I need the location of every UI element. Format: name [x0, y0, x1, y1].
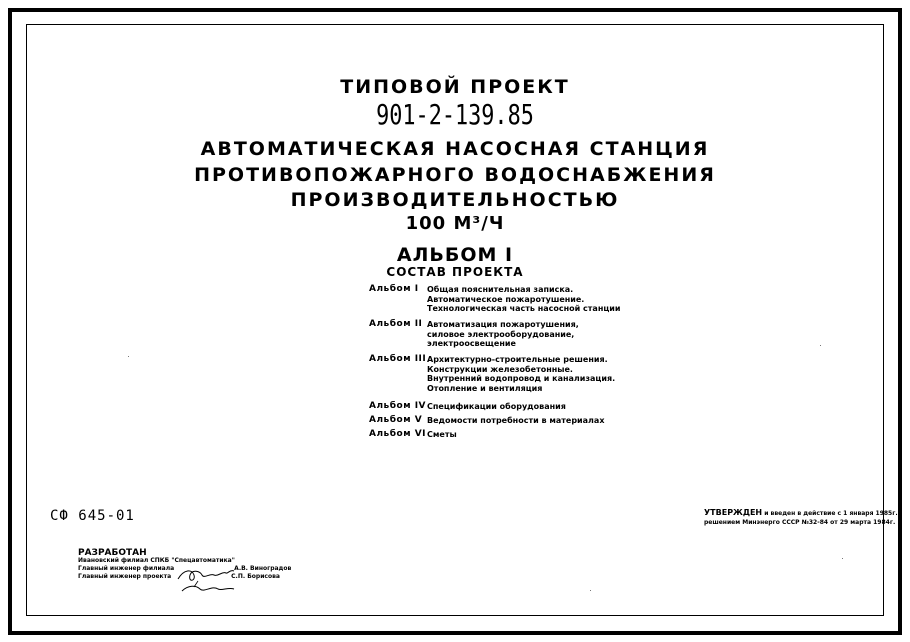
role-1: Главный инженер филиала	[78, 565, 175, 572]
album-label: Альбом III	[369, 354, 427, 364]
developer-org: Ивановский филиал СПКБ "Спецавтоматика"	[78, 557, 235, 564]
album-line: Автоматизация пожаротушения,	[427, 320, 579, 329]
album-label: Альбом V	[369, 415, 423, 425]
album-line: Общая пояснительная записка.	[427, 285, 574, 294]
album-line: Ведомости потребности в материалах	[427, 416, 605, 425]
title-line-1: ТИПОВОЙ ПРОЕКТ	[340, 76, 570, 98]
developer-heading: РАЗРАБОТАН	[78, 548, 147, 558]
album-line: Спецификации оборудования	[427, 402, 566, 411]
name-1: А.В. Виноградов	[234, 565, 292, 572]
album-line: Внутренний водопровод и канализация.	[427, 374, 616, 383]
album-line: силовое электрооборудование,	[427, 329, 575, 339]
title-line-5: ПРОИЗВОДИТЕЛЬНОСТЬЮ	[290, 189, 620, 211]
album-label: Альбом VI	[369, 429, 427, 439]
name-2: С.П. Борисова	[231, 573, 280, 580]
capacity: 100 М³/Ч	[405, 213, 505, 234]
approval-line-1: и введен в действие с 1 января 1985г.	[764, 510, 898, 517]
approval-bold: УТВЕРЖДЕН	[704, 508, 763, 517]
project-number: 901-2-139.85	[376, 98, 534, 131]
approval-line-2: решением Минэнерго СССР №32-84 от 29 марта 1984г.	[704, 519, 896, 526]
approval-stamp	[704, 508, 898, 527]
signature-image	[174, 563, 254, 597]
album-line: Отопление и вентиляция	[427, 383, 543, 393]
album-line: Сметы	[427, 430, 457, 439]
album-label: Альбом IV	[369, 401, 427, 411]
album-line: электроосвещение	[427, 339, 516, 348]
title-line-3: АВТОМАТИЧЕСКАЯ НАСОСНАЯ СТАНЦИЯ	[200, 138, 710, 160]
title-line-4: ПРОТИВОПОЖАРНОГО ВОДОСНАБЖЕНИЯ	[194, 164, 716, 186]
album-line: Автоматическое пожаротушение.	[427, 294, 585, 304]
album-line: Технологическая часть насосной станции	[427, 304, 621, 313]
role-2: Главный инженер проекта	[78, 573, 172, 580]
document-code: СФ 645-01	[50, 508, 135, 524]
album-label: Альбом I	[369, 284, 419, 294]
composition-heading: СОСТАВ ПРОЕКТА	[386, 265, 524, 279]
album-label: Альбом II	[369, 319, 423, 329]
album-line: Архитектурно-строительные решения.	[427, 355, 608, 364]
album-line: Конструкции железобетонные.	[427, 364, 573, 374]
album-title: АЛЬБОМ I	[396, 244, 514, 266]
